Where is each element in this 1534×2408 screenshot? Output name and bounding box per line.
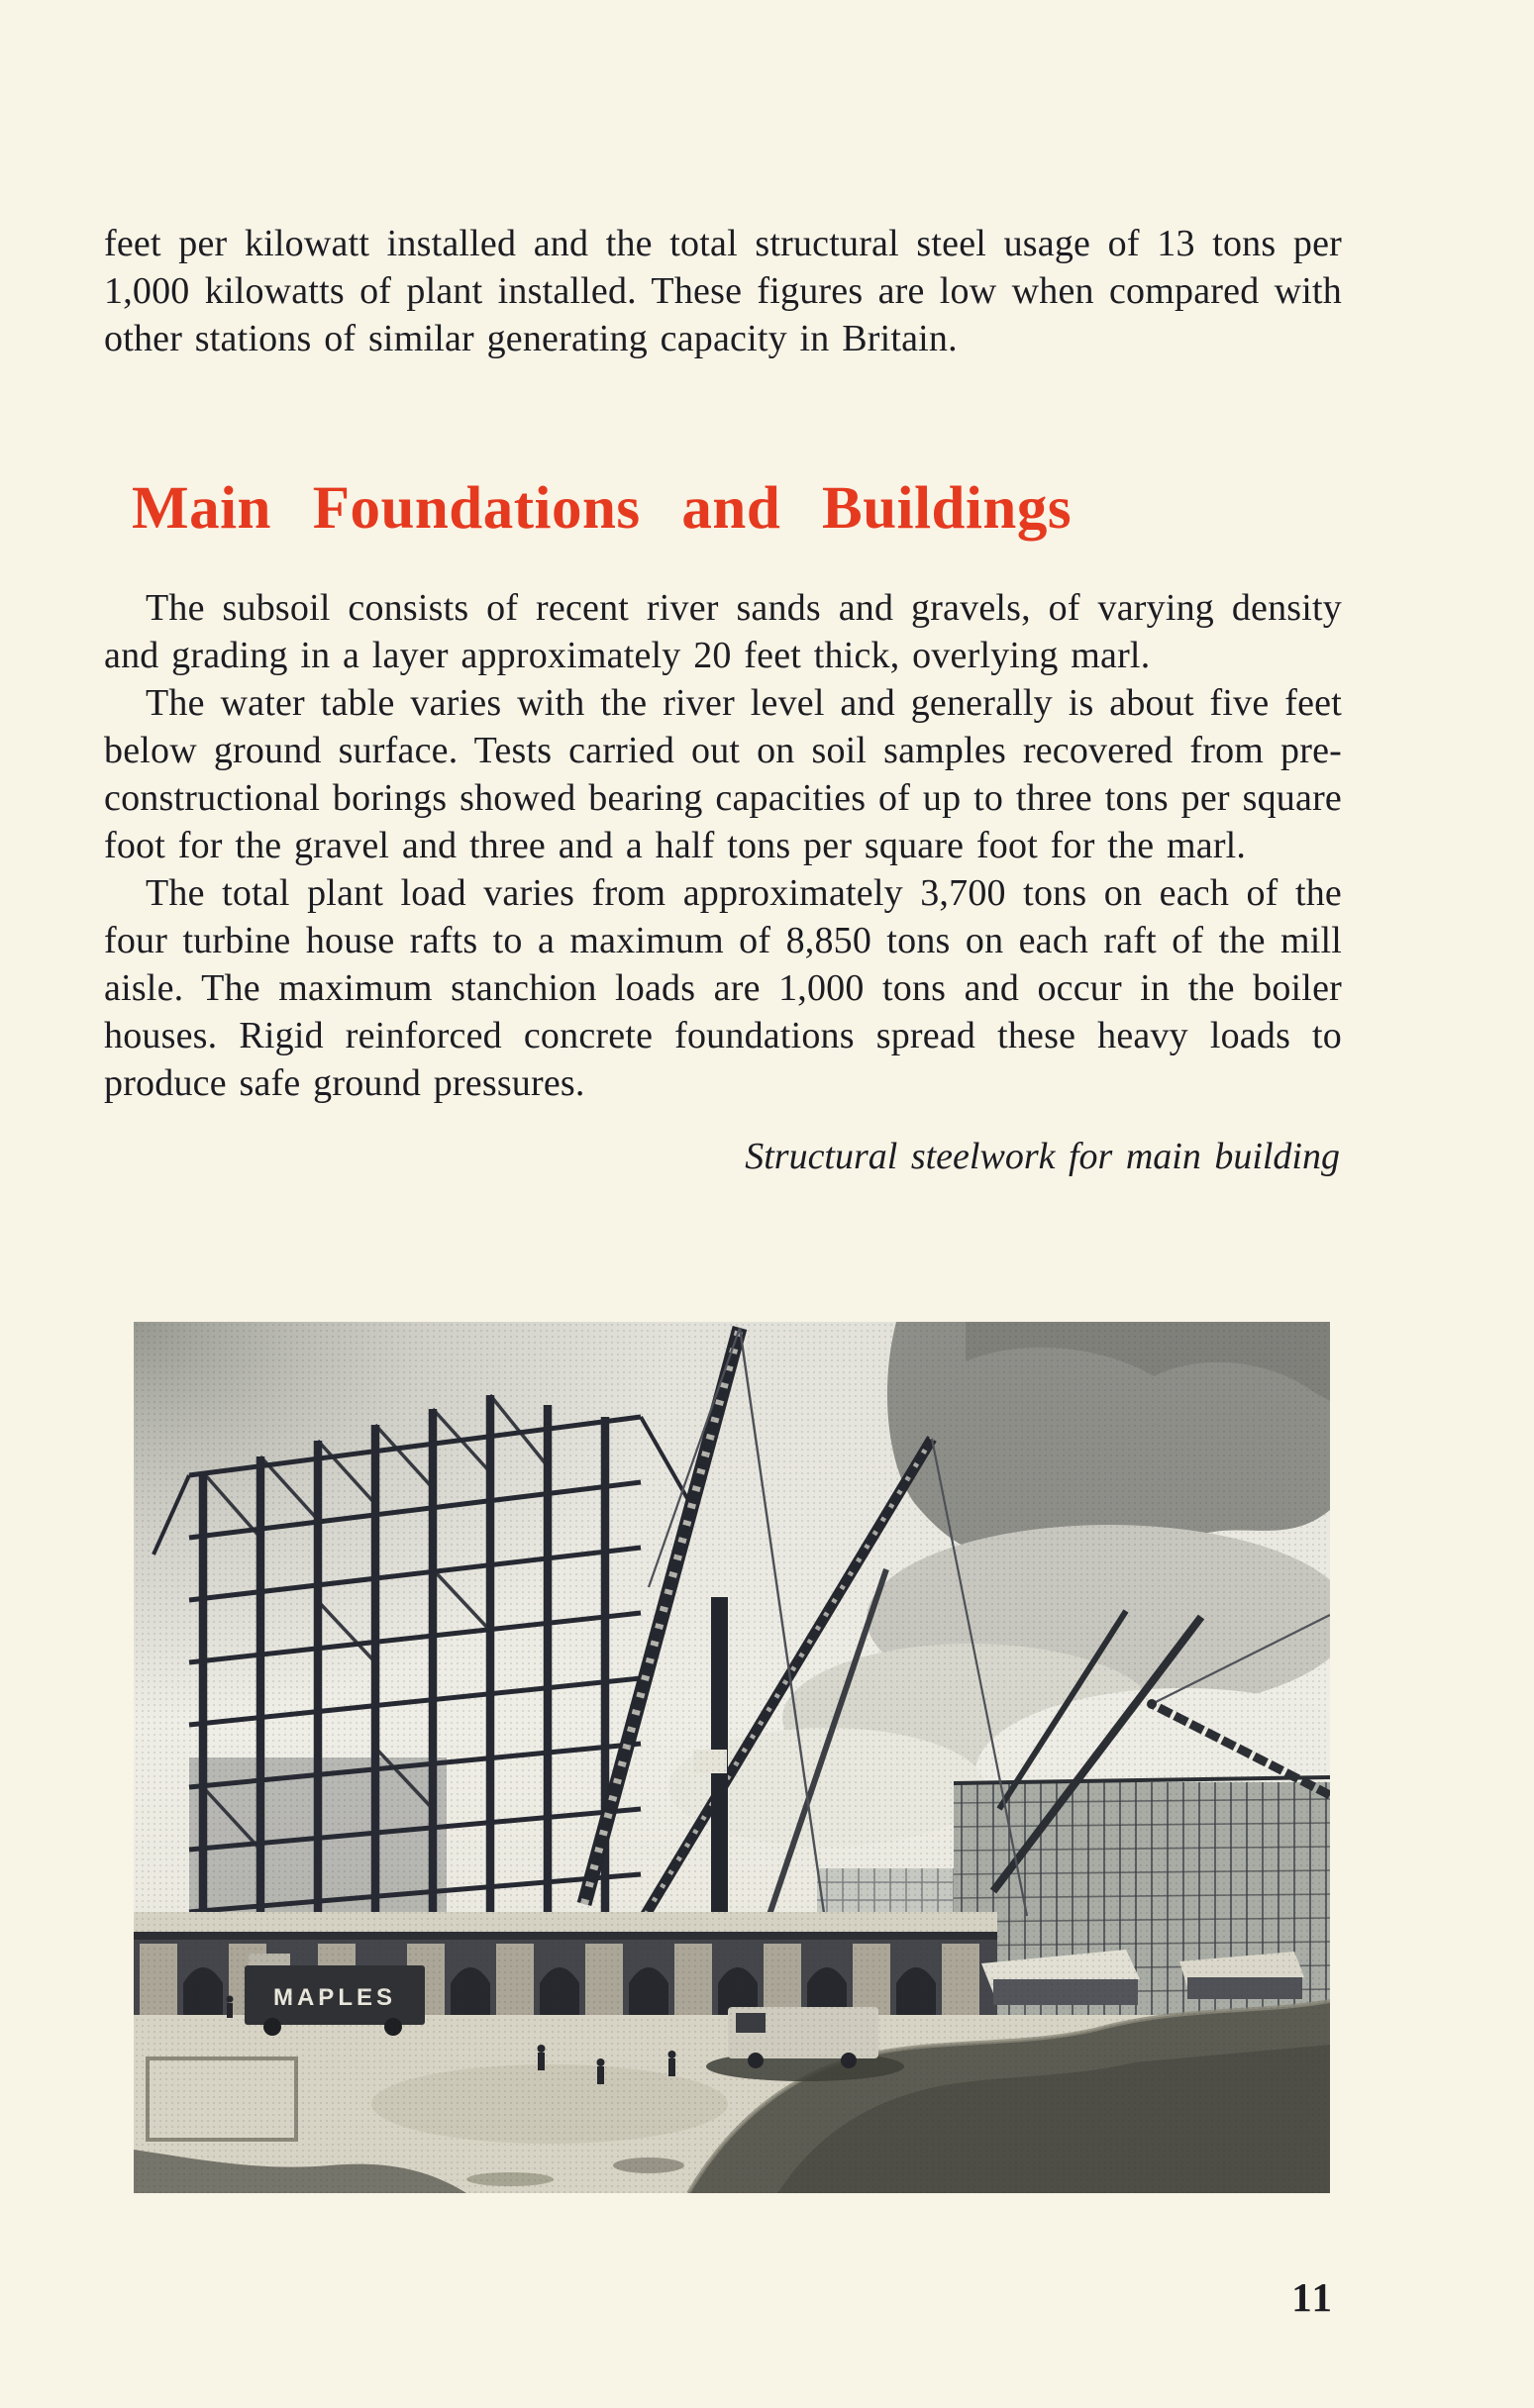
construction-photo-illustration xyxy=(134,1322,1330,2193)
maples-sign-text: MAPLES xyxy=(272,1984,397,2011)
construction-photo xyxy=(134,1322,1330,2193)
paragraph-water-table: The water table varies with the river level and generally is about five feet below ground surface. Tests carried out on soil samples recovered from pre-constructional borings showed bearing capacities of up to three tons per square foot for the gravel and three and a half tons per square foot for the marl. xyxy=(104,682,1342,866)
paragraph-subsoil: The subsoil consists of recent river sands and gravels, of varying density and grading in a layer approximately 20 feet thick, overlying marl. xyxy=(104,587,1342,676)
paragraph-intro: feet per kilowatt installed and the total structural steel usage of 13 tons per 1,000 kilowatts of plant installed. These figures are low when compared with other stations of similar generating capacity in Britain. xyxy=(104,223,1342,359)
section-heading: Main Foundations and Buildings xyxy=(132,475,1073,542)
photo-caption: Structural steelwork for main building xyxy=(745,1136,1340,1177)
page-number: 11 xyxy=(1291,2274,1334,2320)
text-column xyxy=(104,220,1342,1180)
paragraph-plant-load: The total plant load varies from approximately 3,700 tons on each of the four turbine house rafts to a maximum of 8,850 tons on each raft of the mill aisle. The maximum stanchion loads are 1,000 tons and occur in the boiler houses. Rigid reinforced concrete foundations spread these heavy loads to produce safe ground pressures. xyxy=(104,872,1342,1104)
halftone-overlay xyxy=(134,1322,1330,2193)
